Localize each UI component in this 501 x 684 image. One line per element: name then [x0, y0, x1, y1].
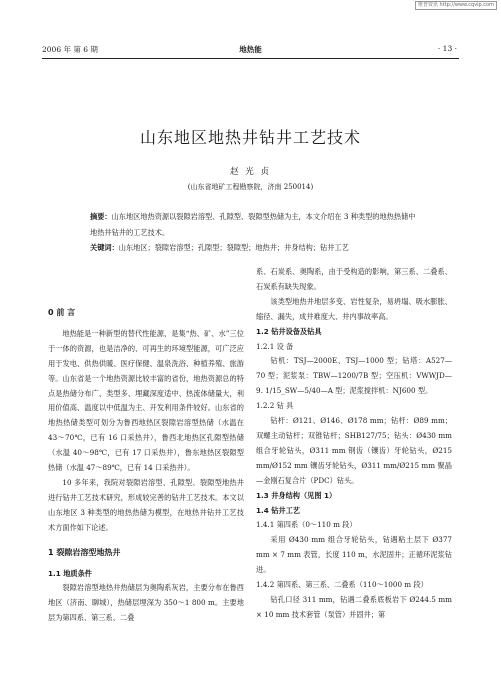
paragraph: 10 多年来，我院对裂隙岩溶型、孔隙型、裂隙型地热井进行钻井工艺技术研究，形成较完善的钻井工艺技术。本文以山东地区 3 种类型的地热热储为模型，在地热井钻井工艺技术方面作如下论述。 — [48, 477, 244, 532]
header-issue: 2006 年 第 6 期 — [42, 45, 98, 54]
paragraph: 地热能是一种新型的替代性能源，是集“热、矿、水”三位于一体的资源，也是洁净的、可再生的环境型能源，可广泛应用于发电、供热供暖、医疗保健、温泉洗浴、种植养殖、旅游等。山东省是一个地热资源比较丰富的省份，地热资源总的特点是热储分布广、类型多、埋藏深度适中、热流体储量大，利用价值高、温度以中低温为主、开发利用条件较好。山东省的地热热储类型可划分为鲁西地热区裂隙岩溶型热储（水温在 43～70℃，已有 16 口采热井），鲁西北地热区孔隙型热储（水温 40～98℃，已有 17 口采热井），鲁东地热区裂隙型热储（水温 47～89℃，已有 14 口采热井）。 — [48, 328, 244, 473]
keywords — [90, 240, 420, 256]
paragraph: 钻孔口径 311 mm，钻遇二叠系底板岩下 Ø244.5 mm × 10 mm 技术套管（泵管）并固井；第 — [256, 594, 452, 619]
subsection-heading-1-2: 1.2 钻井设备及钻具 — [256, 326, 322, 336]
watermark-stamp: 维普资讯 http://www.cqvip.com — [415, 1, 497, 10]
abstract-text: 山东地区地热资源以裂隙岩溶型、孔隙型、裂隙型热储为主，本文介绍在 3 种类型的地热热储中地热井钻井的工艺技术。 — [90, 212, 416, 237]
subsection-heading-1-3: 1.3 井身结构（见图 1） — [256, 490, 337, 500]
abstract — [90, 209, 420, 240]
subsection-heading-1-1: 1.1 地质条件 — [48, 568, 92, 578]
left-column — [48, 306, 244, 626]
subsubsection-heading-1-4-2: 1.4.2 第四系、第三系、二叠系（110～1000 m 段） — [256, 580, 428, 590]
header-journal: 地热能 — [239, 45, 262, 54]
subsection-heading-1-4: 1.4 钻井工艺 — [256, 505, 300, 515]
keywords-text: 山东地区；裂隙岩溶型；孔隙型；裂隙型；地热井；井身结构；钻井工艺 — [118, 243, 349, 252]
header-divider — [42, 58, 459, 59]
paragraph: 该类型地热井地层多变、岩性复杂，易坍塌、吸水膨胀、缩径、漏失，成井难度大、井内事故率高。 — [256, 296, 452, 321]
article-author: 赵 光 贞 — [230, 167, 271, 177]
subsubsection-heading-1-2-2: 1.2.2 钻 具 — [256, 401, 294, 411]
paragraph: 采用 Ø430 mm 组合牙轮钻头，钻遇粘土层下 Ø377 mm × 7 mm 表管，长度 110 m，水泥固井；正循环泥浆钻进。 — [256, 535, 452, 575]
subsubsection-heading-1-2-1: 1.2.1 设 备 — [256, 341, 294, 351]
header-page-number: · 13 · — [437, 44, 457, 53]
keywords-label: 关键词： — [90, 243, 119, 252]
article-title: 山东地区地热井钻井工艺技术 — [139, 128, 361, 147]
abstract-label: 摘要： — [90, 212, 112, 221]
article-affiliation: (山东省地矿工程勘察院，济南 250014) — [187, 183, 314, 191]
section-heading-intro: 0 前 言 — [48, 308, 76, 317]
subsubsection-heading-1-4-1: 1.4.1 第四系（0～110 m 段） — [256, 520, 357, 530]
paragraph: 钻杆：Ø121、Ø146、Ø178 mm；钻杆：Ø89 mm；双螺主动钻杆；双锥钻杆；SHB127/75；钻头：Ø430 mm 组合牙轮钻头，Ø311 mm 钢齿（镶齿）牙轮钻头，Ø215 mm/Ø152 mm 镶齿牙轮钻头，Ø311 mm/Ø215 mm 聚晶—金刚石复合片（PDC）钻头。 — [256, 416, 452, 485]
paragraph: 钻机：TSJ—2000E、TSJ—1000 型；钻塔：A527—70 型；泥浆泵：TBW—1200/7B 型；空压机：VWWJD—9. 1/15_SW—5/40—A 型；泥浆搅拌机：NJ600 型。 — [256, 356, 452, 396]
right-column — [256, 265, 452, 623]
paragraph: 裂隙岩溶型地热井热储层为奥陶系灰岩，主要分布在鲁西地区（济南、聊城），热储层埋深为 350～1 800 m。主要地层为第四系、第三系、二叠 — [48, 583, 244, 623]
abstract-block — [90, 209, 420, 256]
section-heading-1: 1 裂隙岩溶型地热井 — [48, 547, 121, 557]
paragraph: 系、石炭系、奥陶系，由于受构造的影响，第三系、二叠系、石炭系有缺失现象。 — [256, 267, 452, 291]
